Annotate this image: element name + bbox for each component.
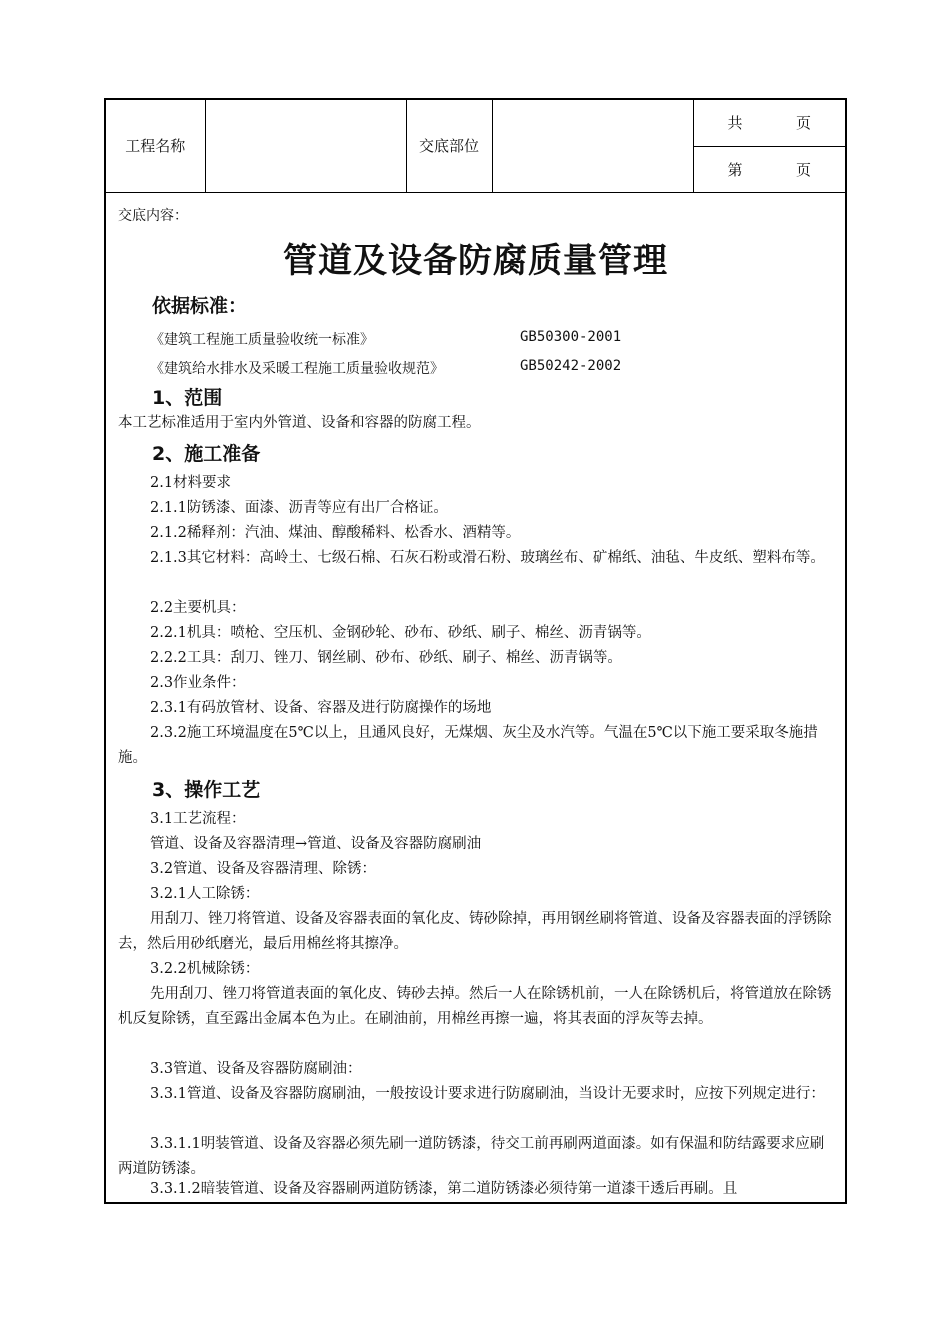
- sec2-line-1: 2.1材料要求: [150, 475, 232, 491]
- sec3-line-3: 3.2管道、设备及容器清理、除锈：: [150, 861, 377, 877]
- total-pages-left: 共: [727, 114, 743, 133]
- document-title: 管道及设备防腐质量管理: [283, 241, 668, 281]
- reference-2-code: GB50242-2002: [520, 358, 622, 374]
- section-2-heading: 2、施工准备: [152, 443, 261, 465]
- page-number-cell: [693, 146, 845, 192]
- sec2-line-7: 2.2.2工具：刮刀、锉刀、钢丝刷、砂布、砂纸、刷子、棉丝、沥青锅等。: [150, 650, 622, 666]
- sec2-line-8: 2.3作业条件：: [150, 675, 246, 691]
- sec2-line-9: 2.3.1有码放管材、设备、容器及进行防腐操作的场地: [150, 700, 492, 716]
- sec2-line-3: 2.1.2稀释剂：汽油、煤油、醇酸稀料、松香水、酒精等。: [150, 525, 521, 541]
- sec2-line-2: 2.1.1防锈漆、面漆、沥青等应有出厂合格证。: [150, 500, 448, 516]
- total-pages-right: 页: [795, 114, 811, 133]
- section-1-text: 本工艺标准适用于室内外管道、设备和容器的防腐工程。: [118, 415, 481, 431]
- location-value[interactable]: [492, 100, 693, 192]
- sec3-line-6: 3.2.2机械除锈：: [150, 961, 260, 977]
- sec3-line-10: 3.3.1.1明装管道、设备及容器必须先刷一道防锈漆，待交工前再刷两道面漆。如有保温和防结露要求应刷两道防锈漆。: [118, 1136, 825, 1177]
- section-1-heading: 1、范围: [152, 387, 223, 409]
- sec2-line-10: 2.3.2施工环境温度在5℃以上，且通风良好，无煤烟、灰尘及水汽等。气温在5℃以下施工要采取冬施措施。: [118, 725, 818, 766]
- project-name-value[interactable]: [205, 100, 406, 192]
- content-area: [106, 192, 845, 1202]
- header-table: [106, 100, 845, 193]
- basis-heading: 依据标准：: [152, 295, 248, 317]
- sec3-line-8: 3.3管道、设备及容器防腐刷油：: [150, 1061, 362, 1077]
- reference-1-name: 《建筑工程施工质量验收统一标准》: [150, 332, 374, 348]
- reference-1-code: GB50300-2001: [520, 329, 622, 345]
- sec3-line-9: 3.3.1管道、设备及容器防腐刷油，一般按设计要求进行防腐刷油，当设计无要求时，应按下列规定进行：: [150, 1086, 825, 1102]
- page-number-left: 第: [727, 160, 743, 179]
- sec2-line-5: 2.2主要机具：: [150, 600, 246, 616]
- project-name-label: 工程名称: [106, 100, 205, 192]
- sec3-line-2: 管道、设备及容器清理→管道、设备及容器防腐刷油: [150, 836, 482, 852]
- section-3-heading: 3、操作工艺: [152, 779, 261, 801]
- intro-label: 交底内容：: [118, 208, 188, 224]
- sec3-line-5: 用刮刀、锉刀将管道、设备及容器表面的氧化皮、铸砂除掉，再用钢丝刷将管道、设备及容器表面的浮锈除去，然后用砂纸磨光，最后用棉丝将其擦净。: [118, 911, 832, 952]
- sec3-line-4: 3.2.1人工除锈：: [150, 886, 260, 902]
- sec3-line-11: 3.3.1.2暗装管道、设备及容器刷两道防锈漆，第二道防锈漆必须待第一道漆干透后再刷。且: [150, 1181, 738, 1197]
- location-label: 交底部位: [406, 100, 492, 192]
- total-pages-cell: [693, 100, 845, 146]
- page-number-right: 页: [795, 160, 811, 179]
- sec3-line-1: 3.1工艺流程：: [150, 811, 246, 827]
- sec2-line-6: 2.2.1机具：喷枪、空压机、金钢砂轮、砂布、砂纸、刷子、棉丝、沥青锅等。: [150, 625, 651, 641]
- sec2-line-4: 2.1.3其它材料：高岭土、七级石棉、石灰石粉或滑石粉、玻璃丝布、矿棉纸、油毡、牛皮纸、塑料布等。: [150, 550, 825, 566]
- reference-2-name: 《建筑给水排水及采暖工程施工质量验收规范》: [150, 361, 444, 377]
- document-frame: [104, 98, 847, 1204]
- sec3-line-7: 先用刮刀、锉刀将管道表面的氧化皮、铸砂去掉。然后一人在除锈机前，一人在除锈机后，将管道放在除锈机反复除锈，直至露出金属本色为止。在刷油前，用棉丝再擦一遍，将其表面的浮灰等去掉。: [118, 986, 832, 1027]
